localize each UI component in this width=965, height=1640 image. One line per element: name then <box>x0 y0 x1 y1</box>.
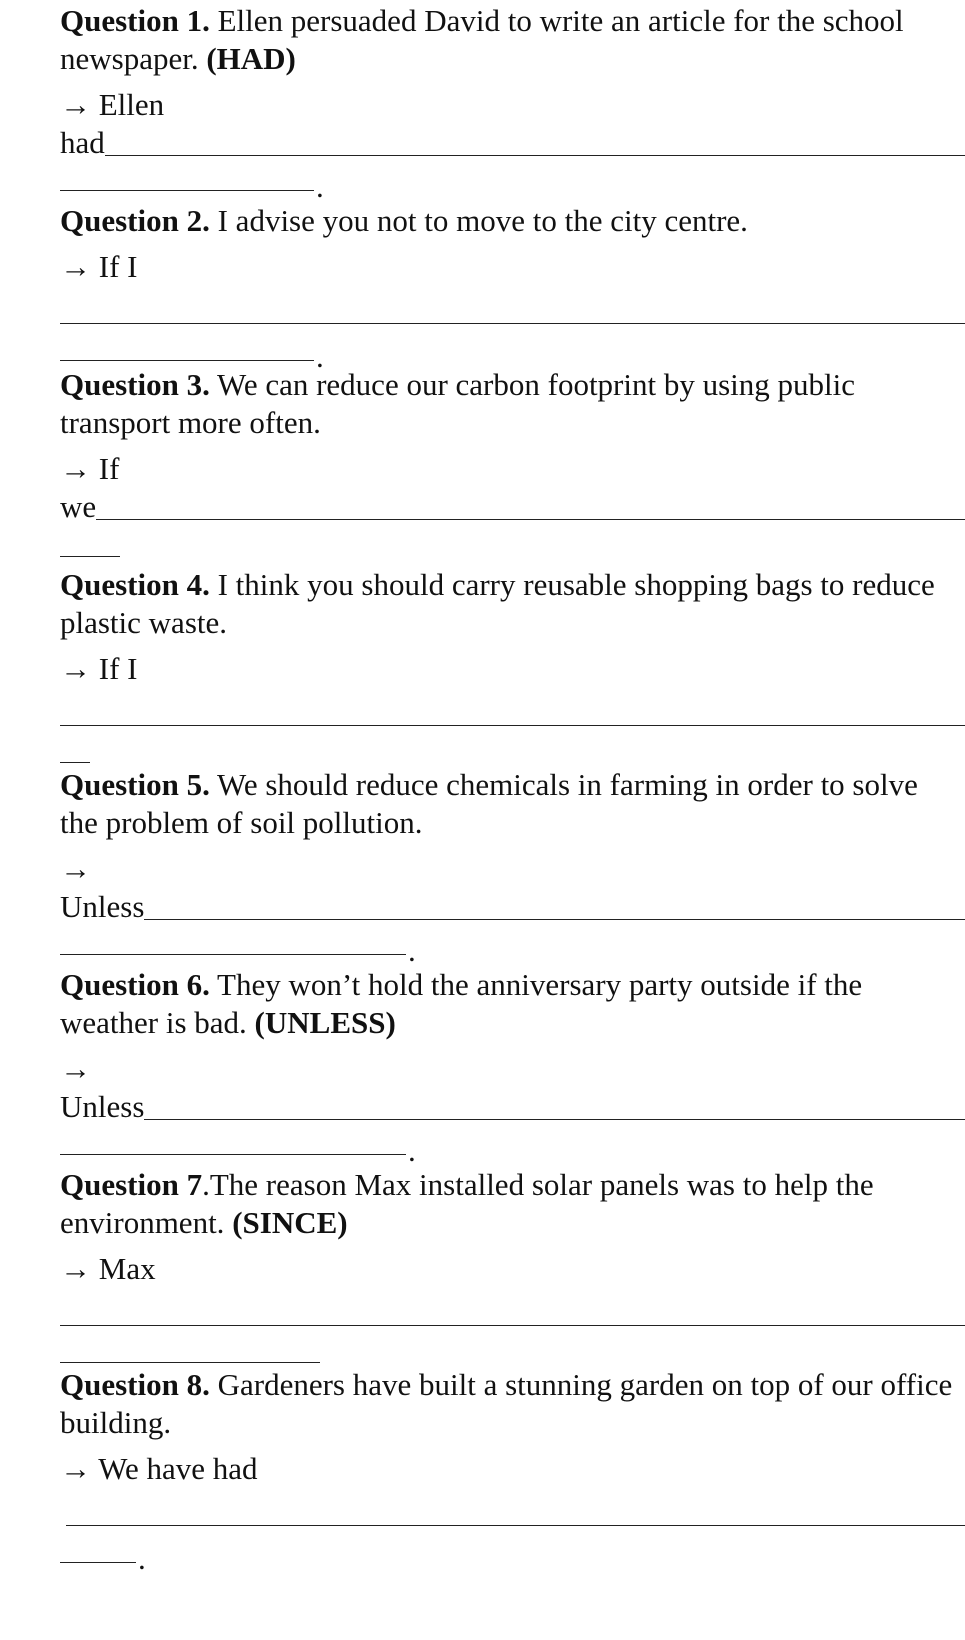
question-5-answer-line-2[interactable] <box>60 928 955 968</box>
question-5-prompt <box>60 766 955 842</box>
question-1-answer-lead: had <box>60 125 105 160</box>
question-3-label: Question 3. <box>60 367 210 402</box>
question-5-arrow-line: → <box>60 851 91 886</box>
question-1 <box>60 2 955 204</box>
question-1-rule-2 <box>60 190 314 191</box>
question-2-period: . <box>316 339 324 374</box>
question-1-prompt <box>60 2 955 78</box>
question-4-arrow-line: → If I <box>60 651 138 686</box>
question-8-text: Gardeners have built a stunning garden on top of our office building. <box>60 1367 953 1440</box>
question-8-arrow-line: → We have had <box>60 1451 258 1486</box>
question-6-rule-2 <box>60 1154 406 1155</box>
question-7-arrow-line: → Max <box>60 1251 156 1286</box>
question-6-text: They won’t hold the anniversary party outside if the weather is bad. <box>60 967 863 1040</box>
question-3-rule-1 <box>94 519 965 520</box>
question-4-label: Question 4. <box>60 567 210 602</box>
question-4 <box>60 566 955 772</box>
question-2-rule-2 <box>60 360 314 361</box>
question-8-answer-line-2[interactable] <box>60 1532 955 1576</box>
question-1-period: . <box>316 169 324 204</box>
question-5-label: Question 5. <box>60 767 210 802</box>
question-6-arrow-line: → <box>60 1051 91 1086</box>
question-6-label: Question 6. <box>60 967 210 1002</box>
question-7-rule-2 <box>60 1362 320 1363</box>
question-5-text: We should reduce chemicals in farming in order to solve the problem of soil pollution. <box>60 767 918 840</box>
question-8-prompt <box>60 1366 955 1442</box>
question-6-prompt <box>60 966 955 1042</box>
question-4-text: I think you should carry reusable shopping bags to reduce plastic waste. <box>60 567 935 640</box>
question-3-rule-2 <box>60 556 120 557</box>
question-3-answer-lead: we <box>60 489 97 524</box>
question-5-answer-lead: Unless <box>60 889 145 924</box>
question-8-rule-2 <box>60 1562 136 1563</box>
question-1-answer-line-1[interactable] <box>60 124 955 164</box>
question-8-period: . <box>138 1541 146 1576</box>
question-2-answer-line-1[interactable] <box>60 290 955 330</box>
question-2 <box>60 202 955 374</box>
question-8-answer-line-1[interactable] <box>60 1492 955 1532</box>
question-2-rule-1 <box>60 323 965 324</box>
question-1-answer-line-2[interactable] <box>60 164 955 204</box>
question-2-arrow-line: → If I <box>60 249 138 284</box>
question-6-answer-lead: Unless <box>60 1089 145 1124</box>
question-3-arrow-line: → If <box>60 451 120 486</box>
question-7 <box>60 1166 955 1372</box>
question-6-keyword: (UNLESS) <box>254 1005 396 1040</box>
question-2-prompt <box>60 202 955 240</box>
question-1-rule-1 <box>104 155 965 156</box>
question-8-rule-1 <box>66 1525 965 1526</box>
question-7-label: Question 7 <box>60 1167 203 1202</box>
question-7-answer-line-1[interactable] <box>60 1292 955 1332</box>
question-7-prompt <box>60 1166 955 1242</box>
question-6-rule-1 <box>144 1119 965 1120</box>
question-5-period: . <box>408 933 416 968</box>
question-3-answer-line-2[interactable] <box>60 528 955 568</box>
question-5-rule-1 <box>144 919 965 920</box>
question-8 <box>60 1366 955 1576</box>
question-1-text: Ellen persuaded David to write an article for the school newspaper. <box>60 3 904 76</box>
question-4-rule-2 <box>60 762 90 763</box>
question-5-answer-line-1[interactable] <box>60 888 955 928</box>
question-1-keyword: (HAD) <box>206 41 296 76</box>
question-3-prompt <box>60 366 955 442</box>
question-6 <box>60 966 955 1168</box>
question-3 <box>60 366 955 568</box>
question-1-arrow-line: → Ellen <box>60 87 165 122</box>
question-6-answer-line-2[interactable] <box>60 1128 955 1168</box>
question-4-rule-1 <box>60 725 965 726</box>
question-7-keyword: (SINCE) <box>232 1205 348 1240</box>
question-4-answer-line-1[interactable] <box>60 692 955 732</box>
question-6-answer-line-1[interactable] <box>60 1088 955 1128</box>
question-5 <box>60 766 955 968</box>
question-6-period: . <box>408 1133 416 1168</box>
question-8-label: Question 8. <box>60 1367 210 1402</box>
question-2-text: I advise you not to move to the city centre. <box>209 203 748 238</box>
question-7-text: .The reason Max installed solar panels was to help the environment. <box>60 1167 874 1240</box>
question-3-text: We can reduce our carbon footprint by using public transport more often. <box>60 367 856 440</box>
question-2-answer-line-2[interactable] <box>60 330 955 374</box>
question-7-rule-1 <box>60 1325 965 1326</box>
question-5-rule-2 <box>60 954 406 955</box>
question-1-label: Question 1. <box>60 3 210 38</box>
question-2-label: Question 2. <box>60 203 210 238</box>
question-4-prompt <box>60 566 955 642</box>
question-3-answer-line-1[interactable] <box>60 488 955 528</box>
